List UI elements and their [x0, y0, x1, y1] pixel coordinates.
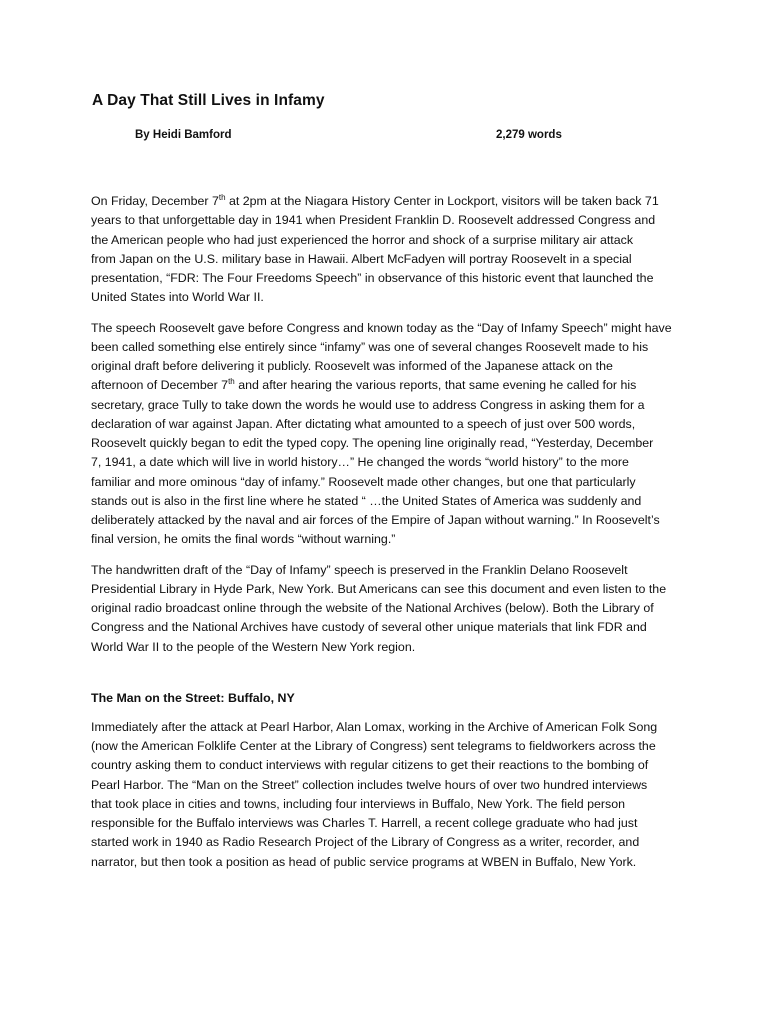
paragraph-3: The handwritten draft of the “Day of Infamy” speech is preserved in the Franklin Delano Roosevelt Presidential Library in Hyde Park, New York. But Americans can see this document and even listen to the original radio broadcast online through the website of the National Archives (below). Both the Library of Congress and the National Archives have custody of several other unique materials that link FDR and World War II to the people of the Western New York region.	[91, 562, 667, 654]
paragraph-1-part-b: at 2pm at the Niagara History Center in Lockport, visitors will be taken back 71 years to that unforgettable day in 1941 when President Franklin D. Roosevelt addressed Congress and the American people who had just experienced the horror and shock of a surprise military air attack from Japan on the U.S. military base in Hawaii. Albert McFadyen will portray Roosevelt in a special presentation, “FDR: The Four Freedoms Speech” in observance of this historic event that launched the United States into World War II.	[91, 194, 659, 305]
paragraph-1	[91, 192, 673, 308]
ordinal-suffix: th	[228, 377, 235, 387]
article-body	[91, 192, 673, 883]
author-byline: By Heidi Bamford	[135, 129, 232, 141]
document-title: A Day That Still Lives in Infamy	[92, 92, 325, 109]
paragraph-4: Immediately after the attack at Pearl Harbor, Alan Lomax, working in the Archive of American Folk Song (now the American Folklife Center at the Library of Congress) sent telegrams to fieldworkers across the country asking them to conduct interviews with regular citizens to get their reactions to the bombing of Pearl Harbor. The “Man on the Street” collection includes twelve hours of over two hundred interviews that took place in cities and towns, including four interviews in Buffalo, New York. The field person responsible for the Buffalo interviews was Charles T. Harrell, a recent college graduate who had just started work in 1940 as Radio Research Project of the Library of Congress as a writer, recorder, and narrator, but then took a position as head of public service programs at WBEN in Buffalo, New York.	[91, 719, 658, 869]
paragraph-2-part-a: The speech Roosevelt gave before Congress and known today as the “Day of Infamy Speech” might have been called something else entirely since “infamy” was one of several changes Roosevelt made to his original draft before delivering it publicly. Roosevelt was informed of the Japanese attack on the afternoon of December 7	[91, 320, 672, 393]
paragraph-2	[91, 319, 673, 550]
paragraph-2-part-b: and after hearing the various reports, that same evening he called for his secretary, grace Tully to take down the words he would use to address Congress in asking them for a declaration of war against Japan. After dictating what amounted to a speech of just over 500 words, Roosevelt quickly began to edit the typed copy. The opening line originally read, “Yesterday, December 7, 1941, a date which will live in world history…” He changed the words “world history” to the more familiar and more ominous “day of infamy.” Roosevelt made other changes, but one that particularly stands out is also in the first line where he stated “ …the United States of America was suddenly and deliberately attacked by the naval and air forces of the Empire of Japan without warning.” In Roosevelt’s final version, he omits the final words “without warning.”	[91, 378, 660, 547]
paragraph-1-part-a: On Friday, December 7	[91, 194, 219, 208]
word-count: 2,279 words	[496, 129, 562, 141]
ordinal-suffix: th	[218, 192, 226, 202]
section-heading: The Man on the Street: Buffalo, NY	[91, 690, 295, 705]
